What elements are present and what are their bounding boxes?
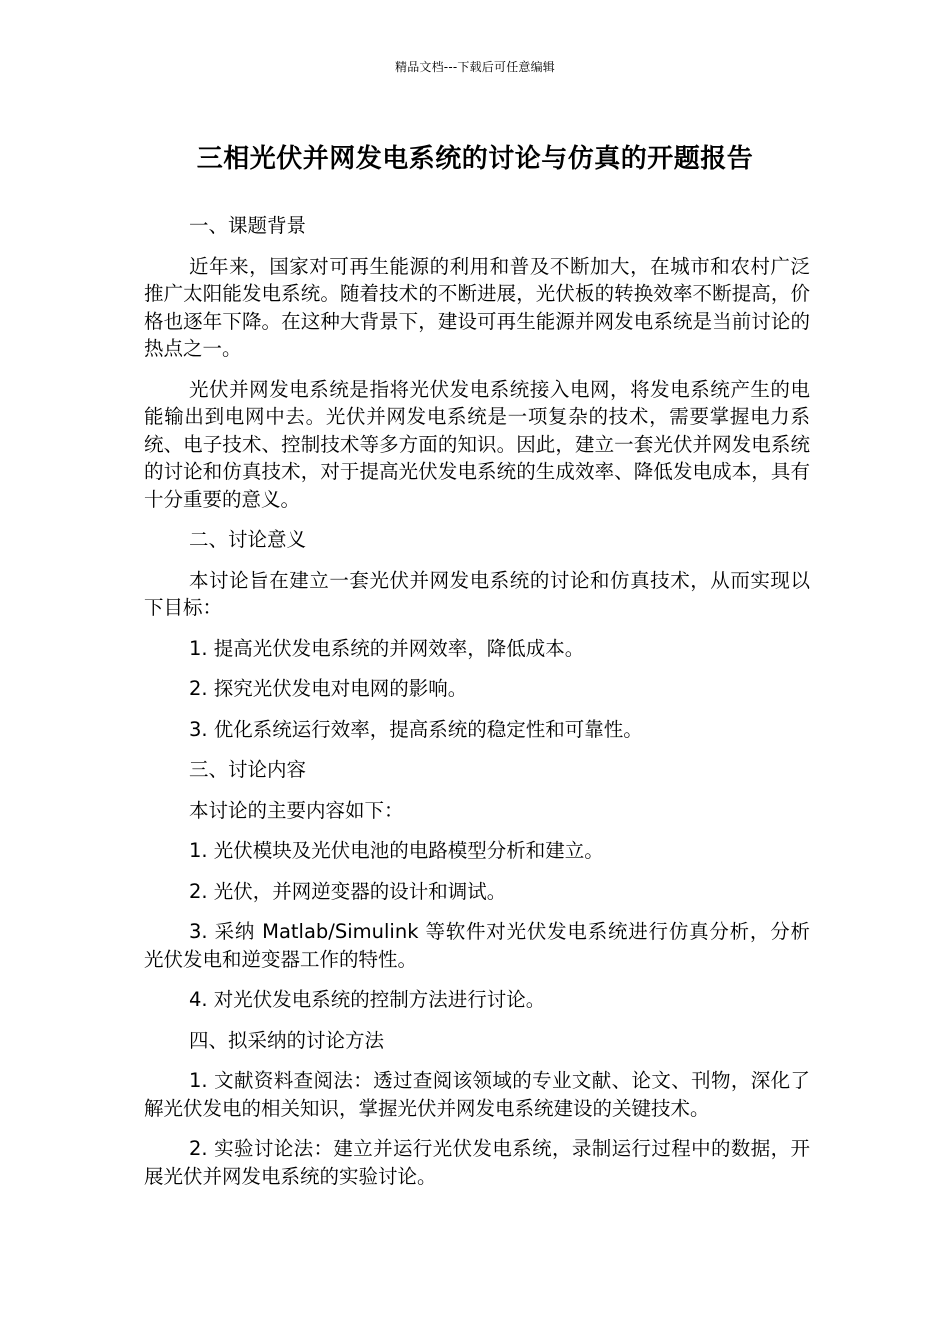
list-item: 2. 光伏，并网逆变器的设计和调试。 [189,879,507,903]
paragraph: 光伏并网发电系统是指将光伏发电系统接入电网，将发电系统产生的电能输出到电网中去。光伏并网发电系统是一项复杂的技术，需要掌握电力系统、电子技术、控制技术等多方面的知识。因此，建立一套光伏并网发电系统的讨论和仿真技术，对于提高光伏发电系统的生成效率、降低发电成本，具有十分重要的意义。 [144,377,810,511]
section-heading-significance: 二、讨论意义 [189,528,307,551]
page-header: 精品文档---下载后可任意编辑 [395,60,555,74]
list-item: 2. 探究光伏发电对电网的影响。 [189,677,468,700]
list-item: 3. 采纳 Matlab/Simulink 等软件对光伏发电系统进行仿真分析，分析光伏发电和逆变器工作的特性。 [144,920,810,971]
list-item: 2. 实验讨论法：建立并运行光伏发电系统，录制运行过程中的数据，开展光伏并网发电系统的实验讨论。 [144,1137,810,1188]
list-item: 1. 文献资料查阅法：透过查阅该领域的专业文献、论文、刊物，深化了解光伏发电的相关知识，掌握光伏并网发电系统建设的关键技术。 [144,1069,810,1120]
list-item: 1. 光伏模块及光伏电池的电路模型分析和建立。 [189,839,604,862]
list-item: 3. 优化系统运行效率，提高系统的稳定性和可靠性。 [189,717,643,741]
list-item: 4. 对光伏发电系统的控制方法进行讨论。 [189,988,546,1011]
paragraph: 近年来，国家对可再生能源的利用和普及不断加大，在城市和农村广泛推广太阳能发电系统。随着技术的不断进展，光伏板的转换效率不断提高，价格也逐年下降。在这种大背景下，建设可再生能源并网发电系统是当前讨论的热点之一。 [144,254,810,360]
section-heading-methods: 四、拟采纳的讨论方法 [189,1028,385,1052]
list-item: 1. 提高光伏发电系统的并网效率，降低成本。 [189,636,585,660]
document-body [144,212,810,1203]
document-title: 三相光伏并网发电系统的讨论与仿真的开题报告 [196,144,754,174]
paragraph: 本讨论的主要内容如下： [189,798,404,822]
paragraph: 本讨论旨在建立一套光伏并网发电系统的讨论和仿真技术，从而实现以下目标： [144,568,810,619]
section-heading-content: 三、讨论内容 [189,758,307,781]
section-heading-background: 一、课题背景 [189,214,307,237]
